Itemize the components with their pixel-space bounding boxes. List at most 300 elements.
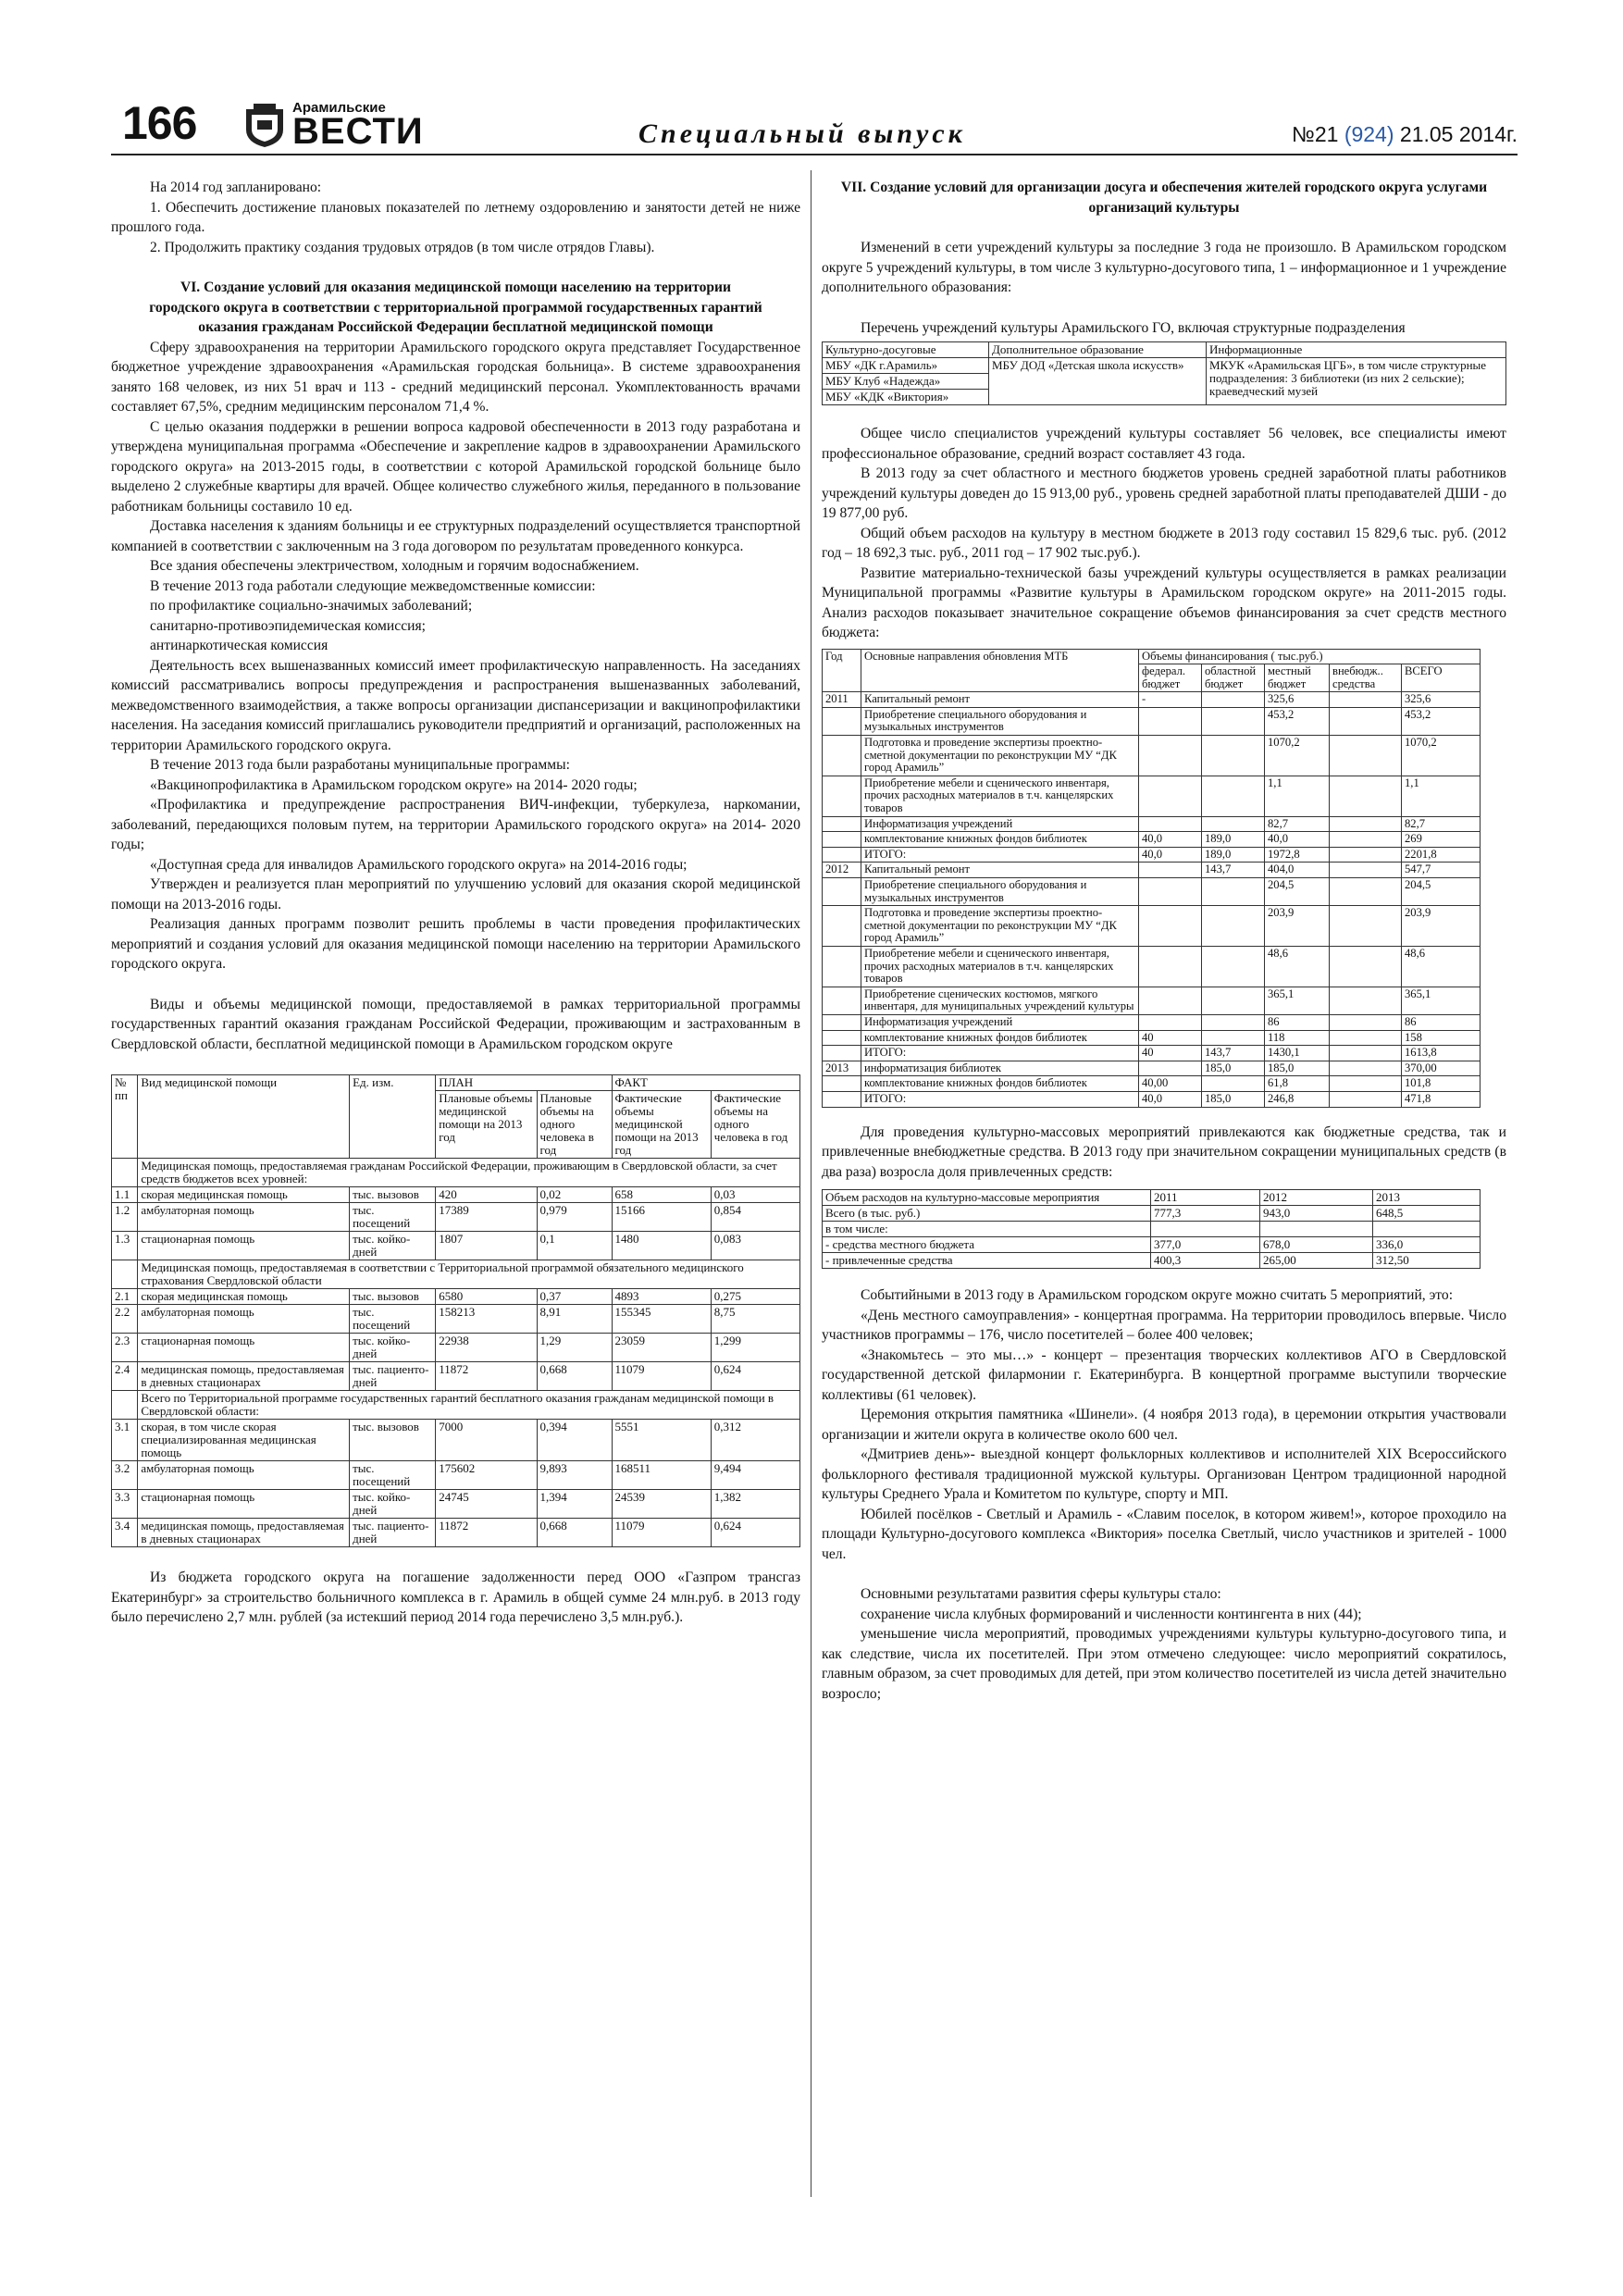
table-header: 2013 <box>1373 1190 1481 1206</box>
table-row <box>823 847 1481 863</box>
table-cell <box>1202 906 1265 947</box>
table-row <box>112 1203 800 1232</box>
table-cell: 1,299 <box>711 1334 799 1362</box>
table-cell: 1807 <box>436 1232 537 1260</box>
table-group <box>112 1420 800 1547</box>
table-cell: 40 <box>1139 1030 1202 1046</box>
paragraph: 2. Продолжить практику создания трудовых отрядов (в том числе отрядов Главы). <box>150 239 655 255</box>
table-cell: 2.2 <box>112 1305 138 1334</box>
table-cell <box>823 707 861 735</box>
table-cell: 1972,8 <box>1265 847 1330 863</box>
table-cell: тыс. вызовов <box>350 1187 436 1203</box>
table-cell <box>1202 692 1265 708</box>
table-row <box>112 1232 800 1260</box>
table-row <box>112 1490 800 1519</box>
table-cell: 0,854 <box>711 1203 799 1232</box>
table-header: ПЛАН <box>436 1075 612 1091</box>
table-cell: Приобретение специального оборудования и музыкальных инструментов <box>861 707 1139 735</box>
table-cell: стационарная помощь <box>138 1334 350 1362</box>
table-cell: 1070,2 <box>1265 736 1330 776</box>
table-group <box>823 1206 1481 1269</box>
logo-title: ВЕСТИ <box>292 111 424 152</box>
table-cell: 246,8 <box>1265 1091 1330 1107</box>
table-cell: ИТОГО: <box>861 847 1139 863</box>
table-cell: МКУК «Арамильская ЦГБ», в том числе структурные подразделения: 3 библиотеки (из них 2 сельские); краеведческий музей <box>1207 358 1506 405</box>
table-cell <box>823 906 861 947</box>
table-cell: 11872 <box>436 1362 537 1391</box>
paragraph: Юбилей посёлков - Светлый и Арамиль - «Славим поселок, в котором живем!», которое проходило на площади Культурно-досугового комплекса «Виктория» поселка Светлый, число участников и зрителей - 1000 чел. <box>822 1506 1506 1562</box>
table-cell: 0,1 <box>537 1232 612 1260</box>
table-row <box>823 707 1481 735</box>
table-cell: скорая медицинская помощь <box>138 1289 350 1305</box>
table-cell: медицинская помощь, предоставляемая в дневных стационарах <box>138 1519 350 1547</box>
table-cell: 6580 <box>436 1289 537 1305</box>
table-cell: 3.2 <box>112 1461 138 1490</box>
table-cell: 11079 <box>612 1362 711 1391</box>
paragraph: антинаркотическая комиссия <box>150 638 328 653</box>
paragraph: В течение 2013 года были разработаны муниципальные программы: <box>150 757 570 773</box>
table-cell <box>823 878 861 906</box>
column-divider <box>811 170 812 2197</box>
table-cell: 2.4 <box>112 1362 138 1391</box>
table-cell: 17389 <box>436 1203 537 1232</box>
table-cell: 0,394 <box>537 1420 612 1461</box>
table-cell <box>1373 1222 1481 1237</box>
paragraph: Реализация данных программ позволит решить проблемы в части проведения профилактических мероприятий и создания условий для оказания медицинской помощи населению на территории Арамильского городского округа. <box>111 916 800 972</box>
logo-top: Арамильские <box>292 100 386 116</box>
paragraph: по профилактике социально-значимых заболеваний; <box>150 598 473 614</box>
table-cell: 48,6 <box>1402 946 1481 987</box>
table-cell: 15166 <box>612 1203 711 1232</box>
table-row <box>823 863 1481 878</box>
table-cell <box>823 1076 861 1092</box>
table-cell: 0,668 <box>537 1519 612 1547</box>
table-row <box>112 1420 800 1461</box>
table-cell: 22938 <box>436 1334 537 1362</box>
table-cell: 365,1 <box>1265 987 1330 1014</box>
table-cell: 61,8 <box>1265 1076 1330 1092</box>
table-row <box>823 692 1481 708</box>
table-cell: 547,7 <box>1402 863 1481 878</box>
table-cell <box>1330 946 1402 987</box>
table-cell: 5551 <box>612 1420 711 1461</box>
table-cell: 0,275 <box>711 1289 799 1305</box>
table-cell: 158 <box>1402 1030 1481 1046</box>
table-cell: 1070,2 <box>1402 736 1481 776</box>
medical-care-table <box>111 1074 800 1547</box>
table-cell: Подготовка и проведение экспертизы проектно-сметной документации по реконструкции МУ “ДК город Арамиль” <box>861 906 1139 947</box>
table-header: Ед. изм. <box>350 1075 436 1159</box>
table-cell: 1,1 <box>1265 776 1330 816</box>
table-cell: ИТОГО: <box>861 1046 1139 1061</box>
table-cell <box>823 736 861 776</box>
table-cell: 82,7 <box>1265 816 1330 832</box>
table-cell <box>1139 776 1202 816</box>
table-cell: 648,5 <box>1373 1206 1481 1222</box>
table-header: № пп <box>112 1075 138 1159</box>
table-cell <box>1202 776 1265 816</box>
table-cell <box>1330 832 1402 848</box>
edition-title: Специальный выпуск <box>638 118 966 149</box>
table-cell <box>1139 946 1202 987</box>
table-cell: 185,0 <box>1202 1061 1265 1076</box>
table-cell: 1,1 <box>1402 776 1481 816</box>
table-group <box>112 1187 800 1260</box>
paragraph: Перечень учреждений культуры Арамильского ГО, включая структурные подразделения <box>861 319 1406 336</box>
table-cell <box>823 1046 861 1061</box>
table-row <box>112 1289 800 1305</box>
table-cell: 189,0 <box>1202 832 1265 848</box>
table-cell <box>1151 1222 1260 1237</box>
paragraph: Основными результатами развития сферы культуры стало: <box>861 1586 1221 1602</box>
paragraph: «День местного самоуправления» - концертная программа. На территории проводилось впервые. Число участников программы – 176, число посетителей – более 400 человек; <box>822 1307 1506 1343</box>
table-cell: 40,00 <box>1139 1076 1202 1092</box>
table-cell: 1,394 <box>537 1490 612 1519</box>
table-cell: тыс. пациенто-дней <box>350 1362 436 1391</box>
paragraph: сохранение числа клубных формирований и численности контингента в них (44); <box>861 1606 1362 1622</box>
paragraph: санитарно-противоэпидемическая комиссия; <box>150 617 426 634</box>
table-cell: 943,0 <box>1260 1206 1373 1222</box>
table-cell: амбулаторная помощь <box>138 1203 350 1232</box>
table-cell <box>1330 878 1402 906</box>
table-cell: 420 <box>436 1187 537 1203</box>
table-cell <box>1202 816 1265 832</box>
table-cell <box>1139 736 1202 776</box>
table-row <box>823 878 1481 906</box>
table-row <box>112 1334 800 1362</box>
table-cell: Информатизация учреждений <box>861 816 1139 832</box>
table-row <box>823 832 1481 848</box>
paragraph: Общее число специалистов учреждений культуры составляет 56 человек, все специалисты имеют профессиональное образование, средний возраст составляет 43 года. <box>822 426 1506 462</box>
table-cell: - привлеченные средства <box>823 1253 1151 1269</box>
page-number: 166 <box>122 97 197 149</box>
table-cell: 48,6 <box>1265 946 1330 987</box>
table-cell: 1.1 <box>112 1187 138 1203</box>
table-header: Культурно-досуговые <box>823 342 989 358</box>
table-cell: 203,9 <box>1402 906 1481 947</box>
table-header: федерал. бюджет <box>1139 664 1202 692</box>
table-header: Плановые объемы на одного человека в год <box>537 1091 612 1159</box>
table-cell: 0,083 <box>711 1232 799 1260</box>
table-cell: 404,0 <box>1265 863 1330 878</box>
table-cell: 400,3 <box>1151 1253 1260 1269</box>
paragraph: Развитие материально-технической базы учреждений культуры осуществляется в рамках реализации Муниципальной программы «Развитие культуры в Арамильском городском округе» на 2011-2015 годы. Анализ расходов показывает значительное сокращение объемов финансирования за счет средств местного бюджета: <box>822 565 1506 640</box>
table-cell: стационарная помощь <box>138 1490 350 1519</box>
table-cell <box>823 816 861 832</box>
table-row <box>823 1206 1481 1222</box>
table-cell <box>1330 692 1402 708</box>
table-cell: 777,3 <box>1151 1206 1260 1222</box>
issue-info: №21 (924) 21.05 2014г. <box>1292 122 1518 146</box>
table-cell: 155345 <box>612 1305 711 1334</box>
table-cell: тыс. посещений <box>350 1203 436 1232</box>
table-cell <box>823 847 861 863</box>
table-cell: 40,0 <box>1139 847 1202 863</box>
table-cell <box>1330 987 1402 1014</box>
table-cell: 24539 <box>612 1490 711 1519</box>
paragraph: «Знакомьтесь – это мы…» - концерт – презентация творческих коллективов АГО в Свердловской государственной детской филармонии г. Екатеринбурга. В концертной программе выступили творческие коллективы (61 человек). <box>822 1347 1506 1403</box>
paragraph: Для проведения культурно-массовых мероприятий привлекаются как бюджетные средства, так и привлеченные внебюджетные средства. В 2013 году при значительном сокращении муниципальных средств (в два раза) возросла доля привлеченных средств: <box>822 1123 1506 1180</box>
table-cell: 204,5 <box>1402 878 1481 906</box>
table-row <box>823 1253 1481 1269</box>
table-cell: 24745 <box>436 1490 537 1519</box>
table-header: Фактические объемы на одного человека в год <box>711 1091 799 1159</box>
table-cell: 0,668 <box>537 1362 612 1391</box>
paragraph: Церемония открытия памятника «Шинели». (4 ноября 2013 года), в церемонии открытия участвовали организации и жители округа в количестве около 600 чел. <box>822 1407 1506 1443</box>
table-cell: 471,8 <box>1402 1091 1481 1107</box>
table-cell: 1.2 <box>112 1203 138 1232</box>
table-row <box>823 1091 1481 1107</box>
table-cell: 143,7 <box>1202 863 1265 878</box>
table-cell: 3.3 <box>112 1490 138 1519</box>
table-cell: Капитальный ремонт <box>861 692 1139 708</box>
table-cell: 203,9 <box>1265 906 1330 947</box>
paragraph: В течение 2013 года работали следующие межведомственные комиссии: <box>150 577 596 594</box>
table-header: Плановые объемы медицинской помощи на 2013 год <box>436 1091 537 1159</box>
table-cell: 0,03 <box>711 1187 799 1203</box>
left-column <box>111 178 800 1628</box>
table-row <box>112 1519 800 1547</box>
table-cell <box>1202 707 1265 735</box>
table-row <box>112 1187 800 1203</box>
table-cell: 2013 <box>823 1061 861 1076</box>
table-section: Медицинская помощь, предоставляемая гражданам Российской Федерации, проживающим в Свердловской области, за счет средств бюджетов всех уровней: <box>138 1159 800 1187</box>
table-row <box>112 1461 800 1490</box>
paragraph: Из бюджета городского округа на погашение задолженности перед ООО «Газпром трансгаз Екатеринбург» за строительство больничного комплекса в г. Арамиль в общей сумме 24 млн.руб. в 2013 году было перечислено 2,7 млн. рублей (за истекший период 2014 года перечислено 3,5 млн.руб.). <box>111 1570 800 1625</box>
table-cell: 1,29 <box>537 1334 612 1362</box>
table-cell: 658 <box>612 1187 711 1203</box>
table-header: Основные направления обновления МТБ <box>861 649 1139 692</box>
table-row <box>112 1305 800 1334</box>
table-cell <box>1330 847 1402 863</box>
table-row <box>823 1222 1481 1237</box>
table-header: 2011 <box>1151 1190 1260 1206</box>
paragraph: Изменений в сети учреждений культуры за последние 3 года не произошло. В Арамильском городском округе 5 учреждений культуры, в том числе 3 культурно-досугового типа, 1 – информационное и 1 учреждение дополнительного образования: <box>822 240 1506 295</box>
table-header: областной бюджет <box>1202 664 1265 692</box>
table-row <box>823 736 1481 776</box>
table-cell: комплектование книжных фондов библиотек <box>861 1076 1139 1092</box>
table-header: Год <box>823 649 861 692</box>
table-cell <box>823 832 861 848</box>
table-row <box>823 1030 1481 1046</box>
paragraph: «Дмитриев день»- выездной концерт фольклорных коллективов и исполнителей XIX Всероссийского фольклорного фестиваля традиционной мужской культуры. Организован Центром традиционной народной культуры Среднего Урала и Комитетом по культуре, спорту и МП. <box>822 1446 1506 1502</box>
table-section: Всего по Территориальной программе государственных гарантий бесплатного оказания гражданам медицинской помощи в Свердловской области: <box>138 1391 800 1420</box>
table-cell: 0,624 <box>711 1362 799 1391</box>
table-cell: тыс. вызовов <box>350 1289 436 1305</box>
header-rule <box>111 154 1518 155</box>
table-cell: 4893 <box>612 1289 711 1305</box>
table-cell: тыс. койко-дней <box>350 1334 436 1362</box>
table-row <box>112 1362 800 1391</box>
table-cell: скорая, в том числе скорая специализированная медицинская помощь <box>138 1420 350 1461</box>
paragraph: Утвержден и реализуется план мероприятий по улучшению условий для оказания скорой медицинской помощи на 2013-2016 годы. <box>111 876 800 912</box>
table-cell: тыс. посещений <box>350 1305 436 1334</box>
section-heading: VII. Создание условий для организации досуга и обеспечения жителей городского округа услугами организаций культуры <box>840 180 1488 216</box>
table-cell: 101,8 <box>1402 1076 1481 1092</box>
table-cell: 86 <box>1265 1014 1330 1030</box>
table-cell: 3.1 <box>112 1420 138 1461</box>
table-header: Информационные <box>1207 342 1506 358</box>
table-cell: 9,494 <box>711 1461 799 1490</box>
paragraph: «Доступная среда для инвалидов Арамильского городского округа» на 2014-2016 годы; <box>150 856 688 873</box>
table-cell <box>1202 1014 1265 1030</box>
table-cell: 86 <box>1402 1014 1481 1030</box>
table-header: Объемы финансирования ( тыс.руб.) <box>1139 649 1481 664</box>
table-cell <box>1139 878 1202 906</box>
table-cell: 1.3 <box>112 1232 138 1260</box>
table-cell <box>823 1091 861 1107</box>
table-cell: комплектование книжных фондов библиотек <box>861 1030 1139 1046</box>
table-cell: 3.4 <box>112 1519 138 1547</box>
table-cell <box>1330 1061 1402 1076</box>
table-cell <box>1139 906 1202 947</box>
table-cell <box>1202 1076 1265 1092</box>
section-heading: VI. Создание условий для оказания медицинской помощи населению на территории городского округа в соответствии с территориальной программой государственных гарантий оказания гражданам Российской Федерации бесплатной медицинской помощи <box>149 279 762 335</box>
table-header: ВСЕГО <box>1402 664 1481 692</box>
table-cell: 9,893 <box>537 1461 612 1490</box>
table-cell: тыс. пациенто-дней <box>350 1519 436 1547</box>
table-cell: Приобретение мебели и сценического инвентаря, прочих расходных материалов в т.ч. канцелярских товаров <box>861 946 1139 987</box>
table-cell <box>823 946 861 987</box>
table-cell <box>1202 1030 1265 1046</box>
table-cell <box>1202 946 1265 987</box>
table-cell: комплектование книжных фондов библиотек <box>861 832 1139 848</box>
table-cell <box>1330 816 1402 832</box>
paragraph: Виды и объемы медицинской помощи, предоставляемой в рамках территориальной программы государственных гарантий оказания гражданам Российской Федерации, проживающим и застрахованным в Свердловской области, бесплатной медицинской помощи в Арамильском городском округе <box>111 996 800 1052</box>
table-group <box>823 692 1481 1107</box>
table-cell: стационарная помощь <box>138 1232 350 1260</box>
table-cell: тыс. койко-дней <box>350 1232 436 1260</box>
table-cell <box>1139 707 1202 735</box>
right-column <box>822 178 1506 1704</box>
table-cell: информатизация библиотек <box>861 1061 1139 1076</box>
table-group <box>112 1289 800 1391</box>
table-row <box>823 1046 1481 1061</box>
table-header: Дополнительное образование <box>989 342 1207 358</box>
table-row <box>823 1014 1481 1030</box>
table-cell <box>1330 863 1402 878</box>
paragraph: Общий объем расходов на культуру в местном бюджете в 2013 году составил 15 829,6 тыс. руб. (2012 год – 18 692,3 тыс. руб., 2011 год – 17 902 тыс.руб.). <box>822 525 1506 561</box>
table-row <box>823 1061 1481 1076</box>
table-cell: 2011 <box>823 692 861 708</box>
table-cell <box>1330 906 1402 947</box>
table-cell: 265,00 <box>1260 1253 1373 1269</box>
table-cell: 8,75 <box>711 1305 799 1334</box>
table-cell: - средства местного бюджета <box>823 1237 1151 1253</box>
town-crest-icon <box>241 102 289 148</box>
table-cell: 453,2 <box>1265 707 1330 735</box>
table-cell: 175602 <box>436 1461 537 1490</box>
institutions-table <box>822 341 1506 405</box>
table-cell: 370,00 <box>1402 1061 1481 1076</box>
paragraph: Деятельность всех вышеназванных комиссий имеет профилактическую направленность. На заседаниях комиссий рассматривались вопросы предупреждения и распространения вышеназванных заболеваний, межведомственного взаимодействия, а также вопросы организации диспансеризации и вакцинопрофилактики населения. На заседания комиссий приглашались руководители предприятий и организаций, расположенных на территории Арамильского городского округа. <box>111 657 800 753</box>
table-header: Фактические объемы медицинской помощи на 2013 год <box>612 1091 711 1159</box>
table-cell <box>1330 1014 1402 1030</box>
table-cell: 325,6 <box>1402 692 1481 708</box>
table-cell: медицинская помощь, предоставляемая в дневных стационарах <box>138 1362 350 1391</box>
table-cell: 325,6 <box>1265 692 1330 708</box>
table-cell <box>823 1014 861 1030</box>
table-header: 2012 <box>1260 1190 1373 1206</box>
table-row <box>823 1076 1481 1092</box>
table-cell: Приобретение сценических костюмов, мягкого инвентаря, для муниципальных учреждений культуры <box>861 987 1139 1014</box>
table-cell <box>1202 736 1265 776</box>
table-cell: 82,7 <box>1402 816 1481 832</box>
table-cell: Приобретение специального оборудования и музыкальных инструментов <box>861 878 1139 906</box>
table-cell: 168511 <box>612 1461 711 1490</box>
table-cell: МБУ ДОД «Детская школа искусств» <box>989 358 1207 405</box>
table-cell: 40,0 <box>1265 832 1330 848</box>
table-cell: 185,0 <box>1202 1091 1265 1107</box>
table-cell: 0,37 <box>537 1289 612 1305</box>
paragraph: Сферу здравоохранения на территории Арамильского городского округа представляет Государственное бюджетное учреждение здравоохранения «Арамильская городская больница». В системе здравоохранения занято 168 человек, из них 51 врач и 113 - средний медицинский персонал. Укомплектованность врачами составляет 67,5%, средним медицинским персоналом 71,4 %. <box>111 339 800 415</box>
table-cell <box>1260 1222 1373 1237</box>
table-header: Объем расходов на культурно-массовые мероприятия <box>823 1190 1151 1206</box>
table-cell <box>1330 1046 1402 1061</box>
table-cell: 11079 <box>612 1519 711 1547</box>
table-section: Медицинская помощь, предоставляемая в соответствии с Территориальной программой обязательного медицинского страхования Свердловской области <box>138 1260 800 1289</box>
table-cell: 365,1 <box>1402 987 1481 1014</box>
table-row <box>823 987 1481 1014</box>
paragraph: «Профилактика и предупреждение распространения ВИЧ-инфекции, туберкулеза, наркомании, заболеваний, передающихся половым путем, на территории Арамильского городского округа» на 2014- 2020 годы; <box>111 797 800 852</box>
events-expenses-table <box>822 1189 1481 1269</box>
table-cell: 312,50 <box>1373 1253 1481 1269</box>
table-row <box>823 1237 1481 1253</box>
table-cell: 678,0 <box>1260 1237 1373 1253</box>
table-cell <box>1330 736 1402 776</box>
table-cell: 269 <box>1402 832 1481 848</box>
paragraph: «Вакцинопрофилактика в Арамильском городском округе» на 2014- 2020 годы; <box>150 776 638 793</box>
table-cell: 2201,8 <box>1402 847 1481 863</box>
table-cell <box>1139 987 1202 1014</box>
table-header: внебюдж.. средства <box>1330 664 1402 692</box>
table-cell: 1,382 <box>711 1490 799 1519</box>
table-cell: МБУ Клуб «Надежда» <box>823 374 989 390</box>
table-cell: 8,91 <box>537 1305 612 1334</box>
table-cell <box>1139 1061 1202 1076</box>
table-cell: тыс. койко-дней <box>350 1490 436 1519</box>
table-cell <box>1139 1014 1202 1030</box>
table-cell <box>1139 863 1202 878</box>
table-cell: скорая медицинская помощь <box>138 1187 350 1203</box>
paragraph: уменьшение числа мероприятий, проводимых учреждениями культуры культурно-досугового типа, и как следствие, числа их посетителей. При этом отмечено следующее: число мероприятий сократилось, главным образом, за счет проводимых для детей, при этом количество посетителей из числа детей значительно возросло; <box>822 1626 1506 1702</box>
table-cell: 2.1 <box>112 1289 138 1305</box>
table-cell: Подготовка и проведение экспертизы проектно-сметной документации по реконструкции МУ “ДК город Арамиль” <box>861 736 1139 776</box>
table-cell: 2012 <box>823 863 861 878</box>
table-cell: - <box>1139 692 1202 708</box>
table-header: Вид медицинской помощи <box>138 1075 350 1159</box>
table-cell <box>1330 707 1402 735</box>
table-row <box>823 906 1481 947</box>
table-cell <box>823 1030 861 1046</box>
table-cell: тыс. вызовов <box>350 1420 436 1461</box>
table-cell: 204,5 <box>1265 878 1330 906</box>
table-cell: 0,312 <box>711 1420 799 1461</box>
table-cell: 377,0 <box>1151 1237 1260 1253</box>
table-cell <box>1330 776 1402 816</box>
paragraph: Событийными в 2013 году в Арамильском городском округе можно считать 5 мероприятий, это: <box>861 1287 1454 1303</box>
table-cell <box>823 776 861 816</box>
table-cell: Капитальный ремонт <box>861 863 1139 878</box>
table-row <box>823 816 1481 832</box>
mtb-funding-table <box>822 649 1481 1108</box>
table-cell: 0,02 <box>537 1187 612 1203</box>
table-cell: 118 <box>1265 1030 1330 1046</box>
table-cell <box>1139 816 1202 832</box>
table-row <box>823 776 1481 816</box>
table-cell: 7000 <box>436 1420 537 1461</box>
table-cell: Приобретение мебели и сценического инвентаря, прочих расходных материалов в т.ч. канцелярских товаров <box>861 776 1139 816</box>
